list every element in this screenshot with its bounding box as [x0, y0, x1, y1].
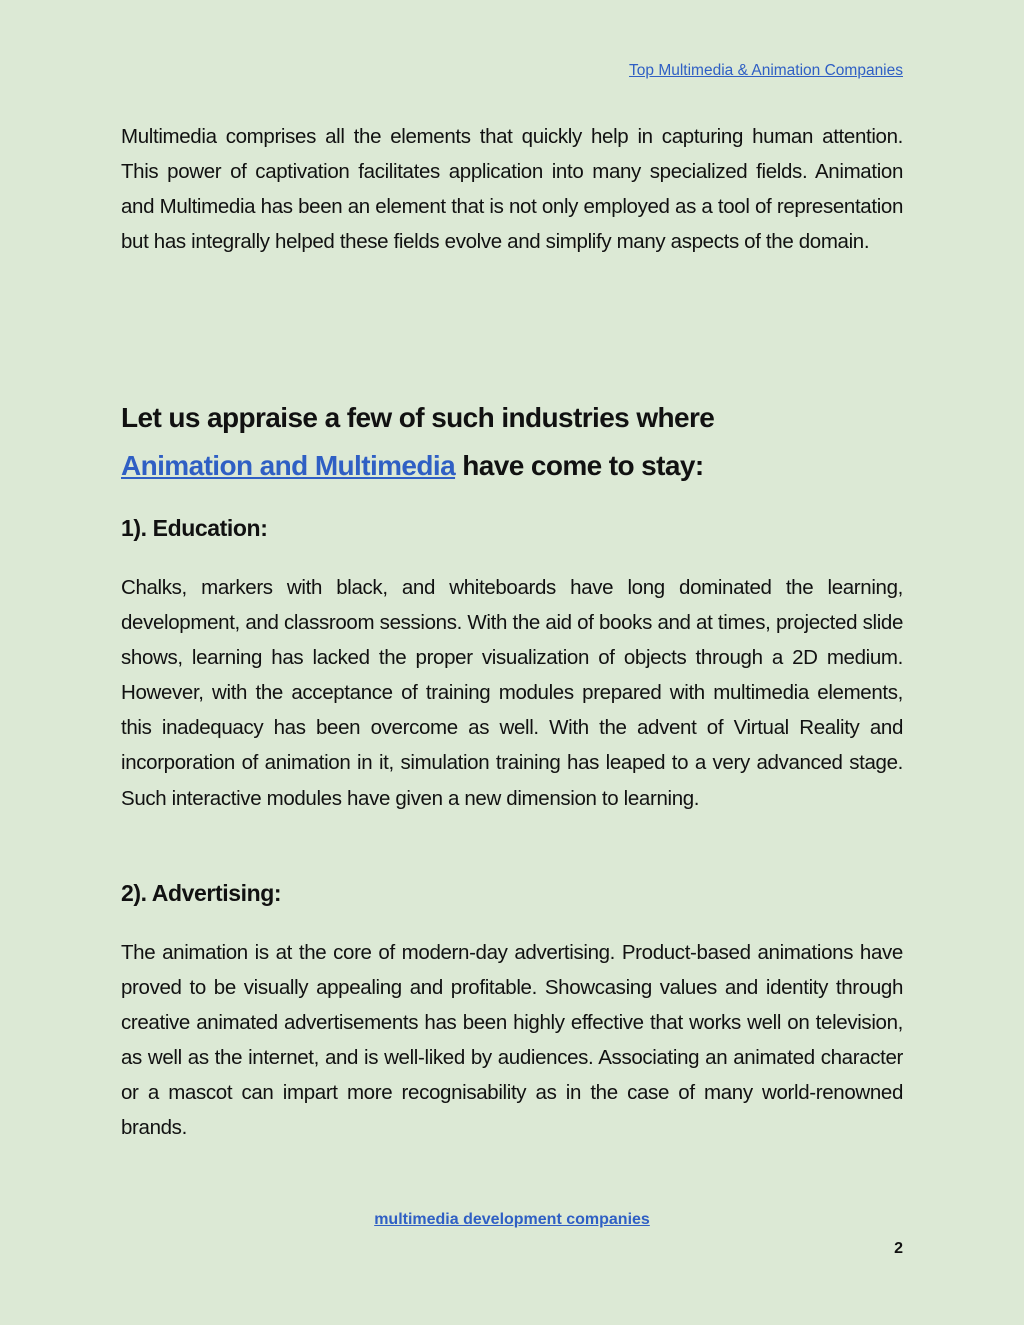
- intro-paragraph: Multimedia comprises all the elements that quickly help in capturing human attention. This power of captivation facilitates application into many specialized fields. Animation and Multimedia has been an element that is not only employed as a tool of representation but has integrally helped these fields evolve and simplify many aspects of the domain.: [121, 125, 903, 254]
- page-number: 2: [894, 1240, 903, 1257]
- header-link[interactable]: Top Multimedia & Animation Companies: [629, 62, 903, 79]
- heading-prefix: Let us appraise a few of such industries where: [121, 402, 715, 433]
- section-heading: [121, 394, 903, 489]
- footer-link[interactable]: multimedia development companies: [374, 1211, 650, 1228]
- heading-link[interactable]: Animation and Multimedia: [121, 449, 456, 481]
- advertising-paragraph: The animation is at the core of modern-day advertising. Product-based animations have proved to be visually appealing and profitable. Showcasing values and identity through creative animated advertisements has been highly effective that works well on television, as well as the internet, and is well-liked by audiences. Associating an animated character or a mascot can impart more recognisability as in the case of many world-renowned brands.: [121, 941, 903, 1140]
- education-heading: 1). Education:: [121, 515, 268, 541]
- heading-suffix: have come to stay:: [462, 449, 704, 481]
- education-paragraph: Chalks, markers with black, and whiteboards have long dominated the learning, development, and classroom sessions. With the aid of books and at times, projected slide shows, learning has lacked the proper visualization of objects through a 2D medium. However, with the acceptance of training modules prepared with multimedia elements, this inadequacy has been overcome as well. With the advent of Virtual Reality and incorporation of animation in it, simulation training has leaped to a very advanced stage. Such interactive modules have given a new dimension to learning.: [121, 576, 903, 810]
- advertising-heading: 2). Advertising:: [121, 880, 282, 906]
